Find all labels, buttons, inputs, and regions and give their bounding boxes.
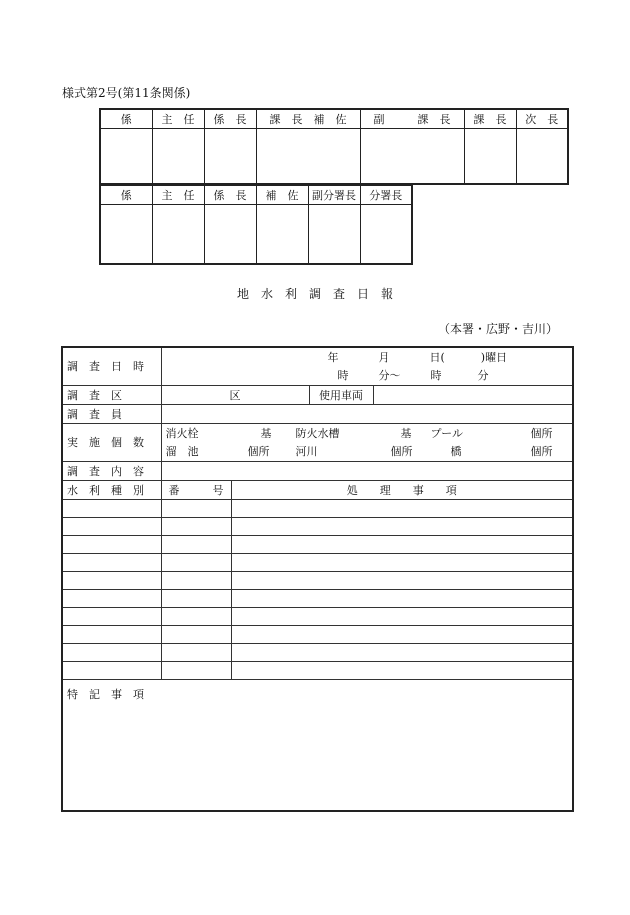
table-row bbox=[62, 499, 573, 517]
hydrant-text: 消火栓 bbox=[165, 427, 199, 440]
pond-unit: 個所 bbox=[247, 445, 270, 458]
table-row bbox=[62, 643, 573, 661]
water-tank-text: 防火水槽 bbox=[295, 427, 340, 440]
remarks-field[interactable] bbox=[62, 679, 573, 811]
pool-unit: 個所 bbox=[530, 427, 553, 440]
water-survey-report-table bbox=[61, 346, 574, 812]
approval-header-hosa: 補 佐 bbox=[256, 185, 308, 205]
number-cell[interactable] bbox=[161, 571, 231, 589]
bridge-text: 橋 bbox=[450, 445, 462, 458]
minute-to-text: 分 bbox=[477, 369, 489, 383]
number-cell[interactable] bbox=[161, 625, 231, 643]
approval-header-kacho-hosa: 課 長 補 佐 bbox=[256, 109, 360, 129]
action-cell[interactable] bbox=[231, 625, 573, 643]
stamp-box[interactable] bbox=[256, 129, 360, 185]
approval-header-jicho: 次 長 bbox=[516, 109, 568, 129]
number-cell[interactable] bbox=[161, 517, 231, 535]
vehicle-label: 使用車両 bbox=[309, 385, 373, 404]
action-cell[interactable] bbox=[231, 499, 573, 517]
remarks-label: 特 記 事 項 bbox=[67, 687, 144, 701]
water-type-cell[interactable] bbox=[62, 589, 161, 607]
stamp-box[interactable] bbox=[100, 205, 152, 265]
table-row bbox=[62, 517, 573, 535]
stamp-box[interactable] bbox=[204, 205, 256, 265]
number-header: 番 号 bbox=[161, 480, 231, 499]
form-number-label: 様式第2号(第11条関係) bbox=[62, 86, 191, 100]
water-type-cell[interactable] bbox=[62, 535, 161, 553]
approval-header-bunshocho: 分署長 bbox=[360, 185, 412, 205]
hour-to-text: 時 bbox=[430, 369, 442, 383]
table-row bbox=[62, 571, 573, 589]
stamp-box[interactable] bbox=[464, 129, 516, 185]
survey-datetime-label: 調 査 日 時 bbox=[62, 347, 161, 385]
area-unit-text: 区 bbox=[229, 388, 241, 402]
approval-header-kakaricho: 係 長 bbox=[204, 185, 256, 205]
hydrant-unit: 基 bbox=[260, 427, 272, 440]
bridge-unit: 個所 bbox=[530, 445, 553, 458]
approval-header-kakaricho: 係 長 bbox=[204, 109, 256, 129]
table-row bbox=[62, 625, 573, 643]
minute-from-text: 分〜 bbox=[378, 369, 401, 383]
count-label: 実 施 個 数 bbox=[62, 423, 161, 461]
stamp-box[interactable] bbox=[152, 129, 204, 185]
pool-text: プール bbox=[430, 427, 463, 440]
action-cell[interactable] bbox=[231, 589, 573, 607]
approval-stamp-table-upper bbox=[99, 108, 569, 185]
office-note: （本署・広野・吉川） bbox=[437, 322, 558, 336]
table-row bbox=[62, 535, 573, 553]
action-cell[interactable] bbox=[231, 535, 573, 553]
number-cell[interactable] bbox=[161, 535, 231, 553]
survey-area-label: 調 査 区 bbox=[62, 385, 161, 404]
action-cell[interactable] bbox=[231, 553, 573, 571]
table-row bbox=[62, 553, 573, 571]
approval-header-fuku-kacho: 副 課 長 bbox=[360, 109, 464, 129]
water-type-cell[interactable] bbox=[62, 553, 161, 571]
survey-content-label: 調 査 内 容 bbox=[62, 461, 161, 480]
stamp-box[interactable] bbox=[516, 129, 568, 185]
approval-header-kakari: 係 bbox=[100, 109, 152, 129]
surveyor-field[interactable] bbox=[161, 404, 573, 423]
table-row bbox=[62, 607, 573, 625]
stamp-box[interactable] bbox=[256, 205, 308, 265]
water-type-header: 水 利 種 別 bbox=[62, 480, 161, 499]
approval-header-kacho: 課 長 bbox=[464, 109, 516, 129]
action-cell[interactable] bbox=[231, 607, 573, 625]
count-field[interactable] bbox=[161, 423, 573, 461]
stamp-box[interactable] bbox=[308, 205, 360, 265]
action-header: 処 理 事 項 bbox=[231, 480, 573, 499]
approval-stamp-table-lower bbox=[99, 184, 413, 265]
stamp-box[interactable] bbox=[360, 205, 412, 265]
hour-text: 時 bbox=[337, 369, 349, 383]
vehicle-field[interactable] bbox=[373, 385, 573, 404]
action-cell[interactable] bbox=[231, 571, 573, 589]
water-tank-unit: 基 bbox=[400, 427, 412, 440]
number-cell[interactable] bbox=[161, 607, 231, 625]
report-title: 地 水 利 調 査 日 報 bbox=[236, 287, 393, 301]
water-type-cell[interactable] bbox=[62, 499, 161, 517]
weekday-text: )曜日 bbox=[480, 351, 508, 365]
water-type-cell[interactable] bbox=[62, 625, 161, 643]
surveyor-label: 調 査 員 bbox=[62, 404, 161, 423]
approval-header-fuku-bunshocho: 副分署長 bbox=[308, 185, 360, 205]
river-unit: 個所 bbox=[390, 445, 413, 458]
number-cell[interactable] bbox=[161, 499, 231, 517]
day-text: 日( bbox=[429, 351, 445, 365]
stamp-box[interactable] bbox=[360, 129, 464, 185]
number-cell[interactable] bbox=[161, 553, 231, 571]
number-cell[interactable] bbox=[161, 589, 231, 607]
approval-header-shunin: 主 任 bbox=[152, 109, 204, 129]
stamp-box[interactable] bbox=[152, 205, 204, 265]
table-row bbox=[62, 661, 573, 679]
year-text: 年 bbox=[327, 351, 339, 365]
survey-content-field[interactable] bbox=[161, 461, 573, 480]
approval-header-kakari: 係 bbox=[100, 185, 152, 205]
approval-header-shunin: 主 任 bbox=[152, 185, 204, 205]
survey-datetime-field[interactable] bbox=[161, 347, 573, 385]
action-cell[interactable] bbox=[231, 517, 573, 535]
stamp-box[interactable] bbox=[100, 129, 152, 185]
action-cell[interactable] bbox=[231, 643, 573, 661]
survey-area-field[interactable] bbox=[161, 385, 309, 404]
water-type-cell[interactable] bbox=[62, 643, 161, 661]
number-cell[interactable] bbox=[161, 643, 231, 661]
water-type-cell[interactable] bbox=[62, 607, 161, 625]
number-cell[interactable] bbox=[161, 661, 231, 679]
month-text: 月 bbox=[378, 351, 390, 365]
water-type-cell[interactable] bbox=[62, 661, 161, 679]
river-text: 河川 bbox=[295, 445, 318, 458]
stamp-box[interactable] bbox=[204, 129, 256, 185]
water-type-cell[interactable] bbox=[62, 517, 161, 535]
table-row bbox=[62, 589, 573, 607]
water-type-cell[interactable] bbox=[62, 571, 161, 589]
action-cell[interactable] bbox=[231, 661, 573, 679]
pond-text: 溜 池 bbox=[165, 445, 199, 458]
